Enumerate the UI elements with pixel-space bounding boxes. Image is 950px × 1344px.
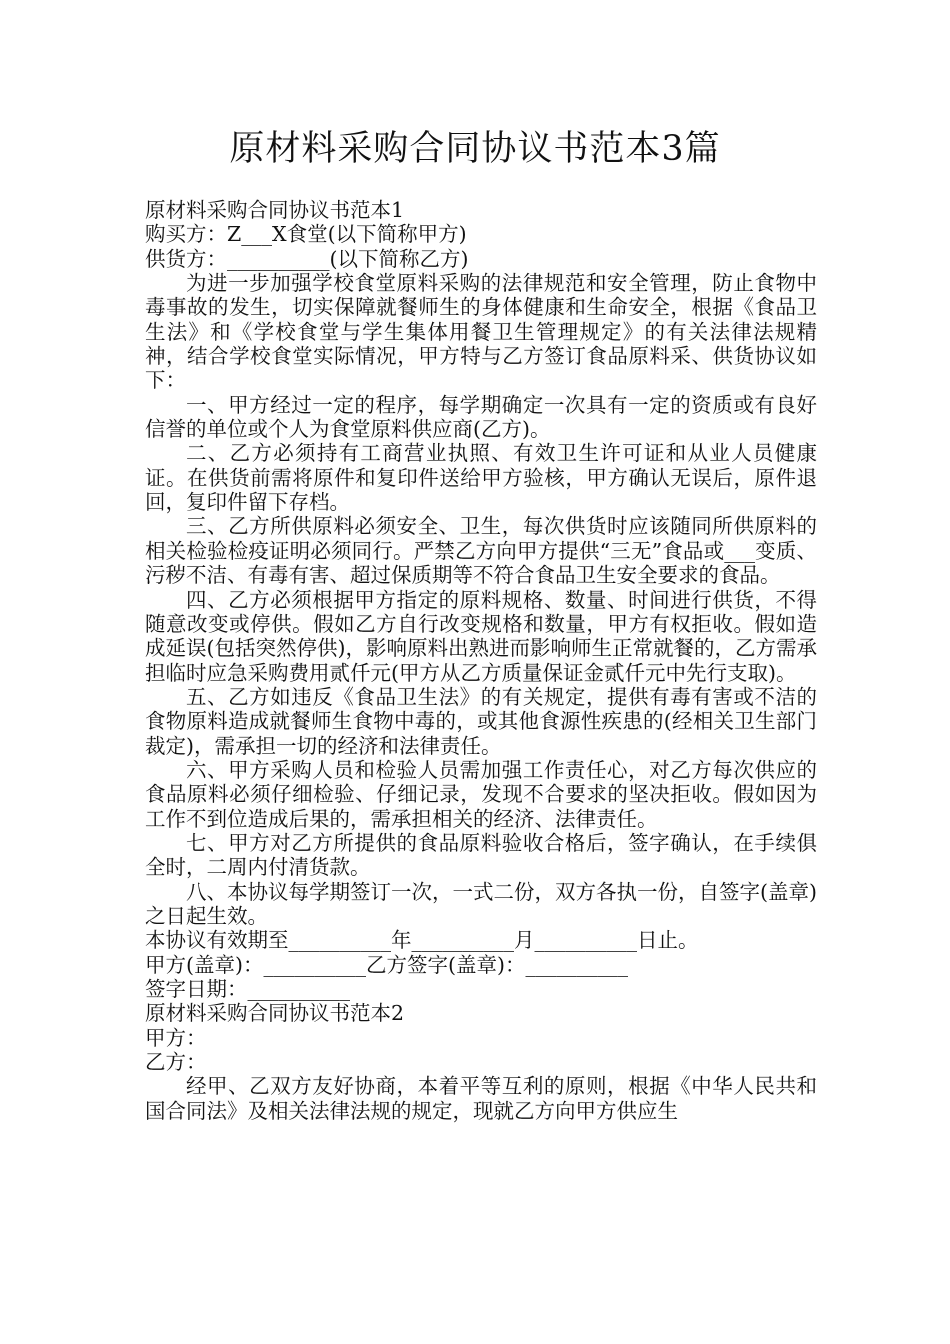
supplier-line: 供货方：__________(以下简称乙方) [145, 246, 469, 271]
section-2-intro-paragraph: 经甲、乙双方友好协商，本着平等互利的原则，根据《中华人民共和国合同法》及相关法律法规的规定，现就乙方向甲方供应生 [145, 1074, 817, 1123]
clause-6: 六、甲方采购人员和检验人员需加强工作责任心，对乙方每次供应的食品原料必须仔细检验、仔细记录，发现不合要求的坚决拒收。假如因为工作不到位造成后果的，需承担相关的经济、法律责任。 [145, 757, 817, 831]
clause-5: 五、乙方如违反《食品卫生法》的有关规定，提供有毒有害或不洁的食物原料造成就餐师生食物中毒的，或其他食源性疾患的(经相关卫生部门裁定)，需承担一切的经济和法律责任。 [145, 684, 817, 758]
section-heading-2: 原材料采购合同协议书范本2 [145, 1001, 405, 1026]
document-title: 原材料采购合同协议书范本3篇 [229, 129, 721, 169]
intro-paragraph: 为进一步加强学校食堂原料采购的法律规范和安全管理，防止食物中毒事故的发生，切实保障就餐师生的身体健康和生命安全，根据《食品卫生法》和《学校食堂与学生集体用餐卫生管理规定》的有关法律法规精神，结合学校食堂实际情况，甲方特与乙方签订食品原料采、供货协议如下： [145, 271, 817, 393]
section-heading-1: 原材料采购合同协议书范本1 [145, 198, 405, 222]
clause-4: 四、乙方必须根据甲方指定的原料规格、数量、时间进行供货，不得随意改变或停供。假如乙方自行改变规格和数量，甲方有权拒收。假如造成延误(包括突然停供)，影响原料出熟进而影响师生正常就餐的，乙方需承担临时应急采购费用贰仟元(甲方从乙方质量保证金贰仟元中先行支取)。 [145, 587, 817, 685]
sign-date-line: 签字日期：__________ [145, 977, 350, 1001]
clause-3: 三、乙方所供原料必须安全、卫生，每次供货时应该随同所供原料的相关检验检疫证明必须同行。严禁乙方向甲方提供“三无”食品或___变质、污秽不洁、有毒有害、超过保质期等不符合食品卫生安全要求的食品。 [145, 514, 817, 588]
clause-1: 一、甲方经过一定的程序，每学期确定一次具有一定的资质或有良好信誉的单位或个人为食堂原料供应商(乙方)。 [145, 392, 817, 442]
clause-8: 八、本协议每学期签订一次，一式二份，双方各执一份，自签字(盖章)之日起生效。 [145, 879, 817, 928]
signature-line: 甲方(盖章)：__________乙方签字(盖章)：__________ [145, 952, 628, 977]
party-a-line: 甲方： [145, 1025, 207, 1050]
buyer-line: 购买方：Z___X食堂(以下简称甲方) [145, 222, 467, 247]
document-body [145, 198, 817, 1123]
validity-line: 本协议有效期至__________年__________月__________日止。 [145, 928, 699, 953]
clause-7: 七、甲方对乙方所提供的食品原料验收合格后，签字确认，在手续俱全时，二周内付清货款。 [145, 830, 817, 880]
party-b-line: 乙方： [145, 1050, 207, 1075]
clause-2: 二、乙方必须持有工商营业执照、有效卫生许可证和从业人员健康证。在供货前需将原件和复印件送给甲方验核，甲方确认无误后，原件退回，复印件留下存档。 [145, 441, 817, 515]
